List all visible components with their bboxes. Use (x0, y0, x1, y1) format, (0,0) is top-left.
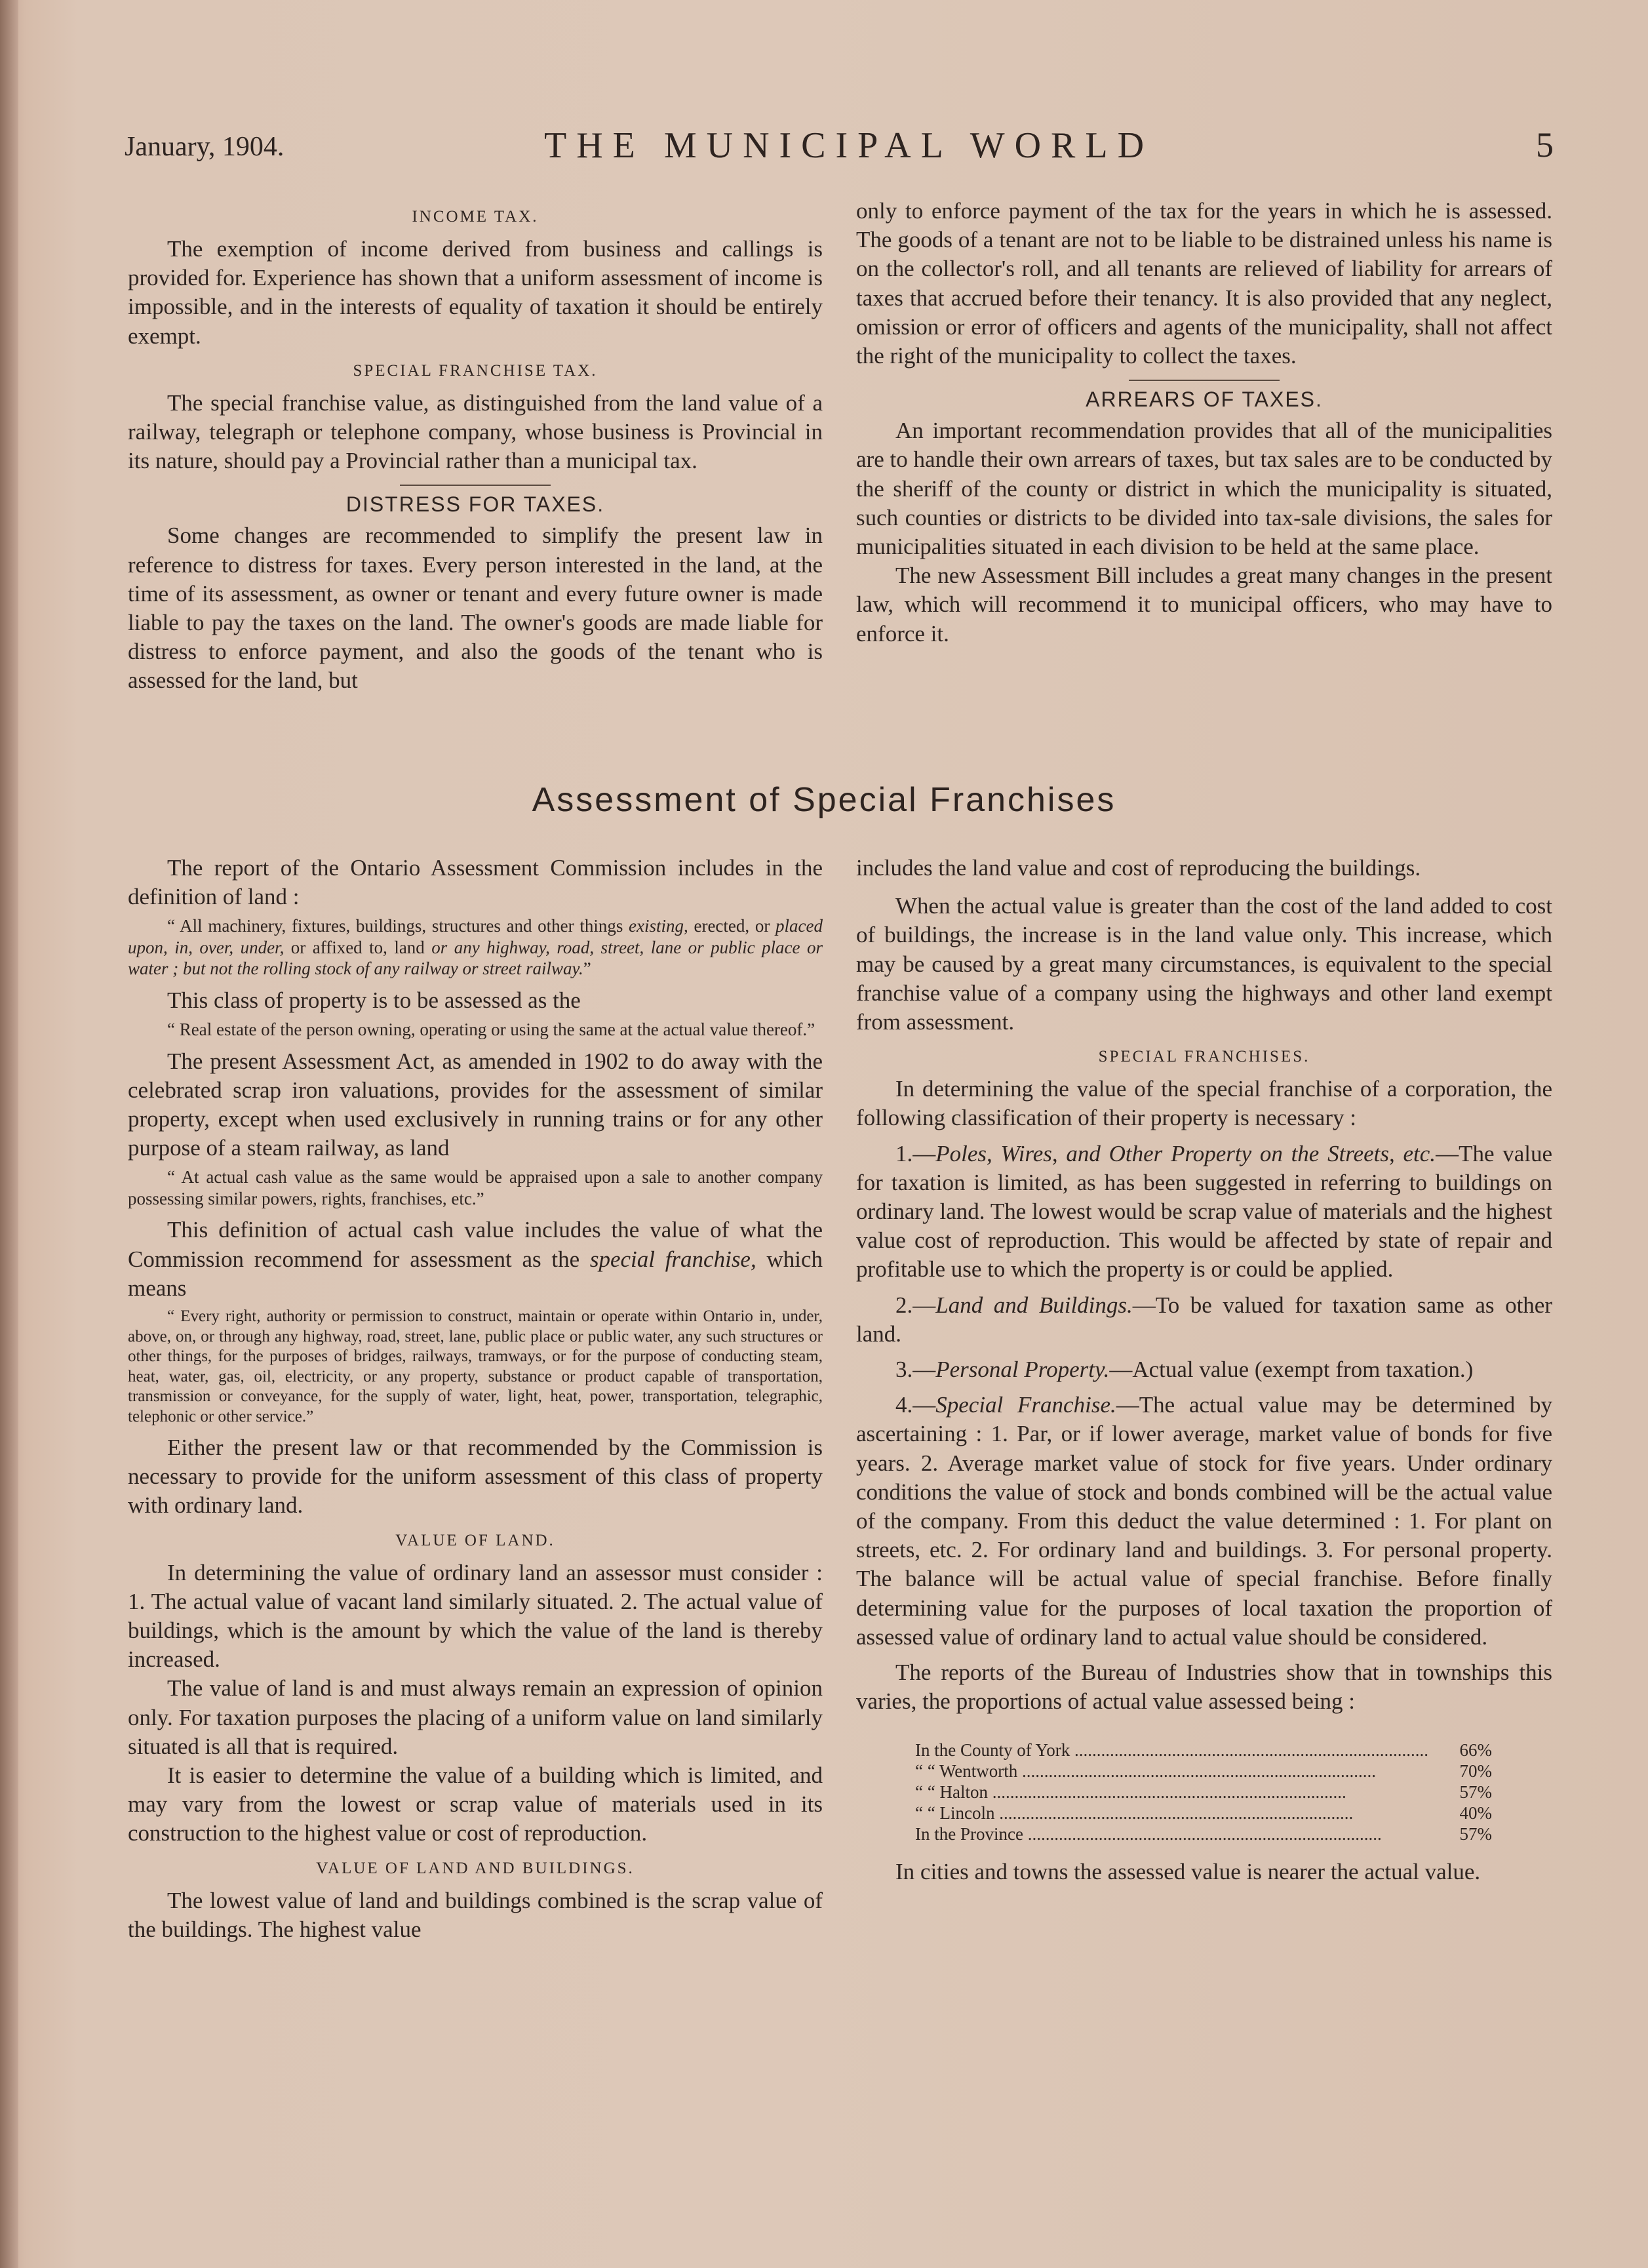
quotation (128, 1307, 823, 1427)
top-left-column (128, 197, 823, 696)
table-row (915, 1740, 1492, 1761)
item-title: Poles, Wires, and Other Property on the Streets, etc. (935, 1140, 1436, 1166)
bottom-left-column (128, 854, 823, 1944)
paragraph: In determining the value of the special franchise of a corporation, the following classification of their property is necessary : (856, 1076, 1552, 1131)
quotation (128, 1166, 823, 1209)
heading-value-of-land-and-buildings: VALUE OF LAND AND BUILDINGS. (316, 1859, 635, 1877)
paragraph: The value of land is and must always remain an expression of opinion only. For taxation purposes the placing of a uniform value on land similarly situated is all that is required. (128, 1675, 823, 1759)
paragraph: Some changes are recommended to simplify the present law in reference to distress for taxes. Every person interested in the land, at the time of its assessment, as owner or tenant and every future owner is made liable to pay the taxes on the land. The owner's goods are made liable for distress to enforce payment, and also the goods of the tenant who is assessed for the land, but (128, 523, 823, 694)
paragraph: only to enforce payment of the tax for the years in which he is assessed. The goods of a tenant are not to be liable to be distrained unless his name is on the collector's roll, and all tenants are relieved of liability for arrears of taxes that accrued before their tenancy. It is also provided that any neglect, omission or error of officers and agents of the municipality, shall not affect the right of the municipality to collect the taxes. (856, 198, 1552, 369)
item-number: 4.— (895, 1392, 936, 1418)
heading-value-of-land: VALUE OF LAND. (395, 1531, 555, 1549)
quote-text: “ At actual cash value as the same would be appraised upon a sale to another company possessing similar powers, rights, franchises, etc.” (128, 1167, 823, 1208)
paragraph: The present Assessment Act, as amended in 1902 to do away with the celebrated scrap iron valuations, provides for the assessment of similar property, except when used exclusively in running trains or for any other purpose of a steam railway, as land (128, 1048, 823, 1161)
top-right-column (856, 197, 1552, 648)
item-number: 1.— (895, 1140, 936, 1166)
table-cell-value: 70% (1459, 1761, 1492, 1781)
publication-title: THE MUNICIPAL WORLD (544, 125, 1154, 166)
text: This definition of actual cash value includes the value of what the Commission recommend for assessment as the (128, 1217, 823, 1272)
paragraph: It is easier to determine the value of a building which is limited, and may vary from the lowest or scrap value of materials used in its construction to the highest value or cost of reproduction. (128, 1762, 823, 1846)
issue-date: January, 1904. (125, 132, 284, 162)
paragraph: The report of the Ontario Assessment Commission includes in the definition of land : (128, 855, 823, 910)
paragraph: The new Assessment Bill includes a great many changes in the present law, which will recommend it to municipal officers, who may have to enforce it. (856, 563, 1552, 647)
item-text: —The actual value may be determined by ascertaining : 1. Par, or if lower average, market value of bonds for five years. 2. Average market value of stock for five years. Under ordinary conditions the value of stock and bonds combined will be the actual value of the company. From this deduct the value determined : 1. For plant on streets, etc. 2. For ordinary land and buildings. 3. For personal property. The balance will be actual value of special franchise. Before finally determining value for the purposes of local taxation the proportion of assessed value of ordinary land to actual value should be considered. (856, 1392, 1552, 1650)
paragraph: In determining the value of ordinary land an assessor must consider : 1. The actual value of vacant land similarly situated. 2. The actual value of buildings, which is the amount by which the value of the land is thereby increased. (128, 1559, 823, 1673)
heading-special-franchise-tax: SPECIAL FRANCHISE TAX. (353, 361, 598, 380)
binding-shadow (0, 0, 18, 2268)
text: which means (128, 1246, 823, 1301)
heading-special-franchises: SPECIAL FRANCHISES. (1098, 1048, 1310, 1066)
quote-text: “ Real estate of the person owning, operating or using the same at the actual value thereof.” (167, 1020, 815, 1040)
paragraph: The lowest value of land and buildings combined is the scrap value of the buildings. The highest value (128, 1887, 823, 1942)
table-cell-value: 66% (1459, 1740, 1492, 1761)
item-text: —Actual value (exempt from taxation.) (1109, 1357, 1474, 1383)
paragraph: Either the present law or that recommended by the Commission is necessary to provide for the uniform assessment of this class of property with ordinary land. (128, 1435, 823, 1519)
item-number: 3.— (895, 1357, 936, 1383)
list-item (856, 1391, 1552, 1652)
table-cell-value: 57% (1459, 1782, 1492, 1802)
quote-text: “ All machinery, fixtures, buildings, structures and other things (167, 916, 629, 936)
quotation (128, 1019, 823, 1041)
paragraph: The reports of the Bureau of Industries show that in townships this varies, the proportions of actual value assessed being : (856, 1660, 1552, 1715)
divider (1129, 380, 1280, 381)
table-cell-label: “ “ Wentworth ................................................................................ (915, 1761, 1377, 1781)
bottom-right-column (856, 854, 1552, 1887)
table-cell-value: 57% (1459, 1824, 1492, 1844)
paragraph: The special franchise value, as distinguished from the land value of a railway, telegraph or telephone company, whose business is Provincial in its nature, should pay a Provincial rather than a municipal tax. (128, 389, 823, 474)
quote-text: or affixed to, land (284, 937, 432, 957)
table-row (915, 1802, 1492, 1823)
table-row (915, 1761, 1492, 1781)
paragraph: When the actual value is greater than the cost of the land added to cost of buildings, the increase is in the land value only. This increase, which may be caused by a great many circumstances, is equivalent to the special franchise value of a company using the highways and other land exempt from assessment. (856, 893, 1552, 1035)
page-number: 5 (1536, 125, 1554, 165)
item-title: Personal Property. (935, 1357, 1110, 1383)
list-item (856, 1140, 1552, 1284)
quotation (128, 915, 823, 980)
heading-distress-for-taxes: DISTRESS FOR TAXES. (345, 492, 605, 517)
item-text: —The value for taxation is limited, as has been suggested in referring to buildings on ordinary land. The lowest would be scrap value of materials and the highest value cost of reproduction. This would be affected by state of repair and profitable use to which the property is or could be applied. (856, 1140, 1552, 1283)
paragraph: This class of property is to be assessed as the (167, 987, 581, 1013)
table-cell-label: “ “ Halton ................................................................................ (915, 1782, 1346, 1802)
quote-text: erected, or (688, 916, 776, 936)
paragraph: An important recommendation provides that all of the municipalities are to handle their own arrears of taxes, but tax sales are to be conducted by the sheriff of the county or district in which the municipality is situated, such counties or districts to be divided into tax-sale divisions, the sales for municipalities situated in each division to be held at the same place. (856, 418, 1552, 560)
heading-arrears-of-taxes: ARREARS OF TAXES. (1086, 388, 1323, 412)
divider (400, 485, 551, 486)
table-cell-label: “ “ Lincoln ................................................................................ (915, 1803, 1354, 1823)
paragraph (128, 1216, 823, 1303)
heading-income-tax: INCOME TAX. (412, 208, 539, 226)
assessment-ratio-table (915, 1740, 1492, 1844)
page-header (125, 125, 1554, 177)
section-title: Assessment of Special Franchises (532, 781, 1116, 819)
item-title: Special Franchise. (935, 1392, 1116, 1418)
table-cell-value: 40% (1459, 1803, 1492, 1823)
item-text: —To be valued for taxation same as other land. (856, 1292, 1552, 1347)
quote-text: “ Every right, authority or permission to construct, maintain or operate within Ontario in, under, above, on, or through any highway, road, street, lane, public place or public water, any such structures or other things, for the purposes of bridges, railways, tramways, or for the purpose of conducting steam, heat, water, gas, oil, electricity, or any property, substance or product capable of transportation, transmission or conveyance, for the supply of water, light, heat, power, transportation, telegraphic, telephonic or other service.” (128, 1307, 823, 1425)
table-row (915, 1823, 1492, 1844)
paragraph: In cities and towns the assessed value is nearer the actual value. (895, 1859, 1481, 1885)
quote-text: existing, (629, 916, 688, 936)
list-item (856, 1355, 1552, 1384)
table-cell-label: In the County of York ................................................................................ (915, 1740, 1429, 1761)
quote-text: placed upon, in, over, under, (128, 916, 823, 957)
list-item (856, 1291, 1552, 1349)
table-cell-label: In the Province ................................................................................ (915, 1824, 1382, 1844)
quote-text: ” (583, 959, 591, 979)
text-italic: special franchise, (589, 1246, 756, 1272)
paragraph: The exemption of income derived from business and callings is provided for. Experience has shown that a uniform assessment of income is impossible, and in the interests of equality of taxation it should be entirely exempt. (128, 236, 823, 349)
table-row (915, 1781, 1492, 1802)
item-title: Land and Buildings. (935, 1292, 1133, 1318)
quote-text: or any highway, road, street, lane or public place or water ; but not the rolling stock of any railway or street railway. (128, 937, 823, 979)
paragraph: includes the land value and cost of reproducing the buildings. (856, 855, 1421, 881)
item-number: 2.— (895, 1292, 936, 1318)
